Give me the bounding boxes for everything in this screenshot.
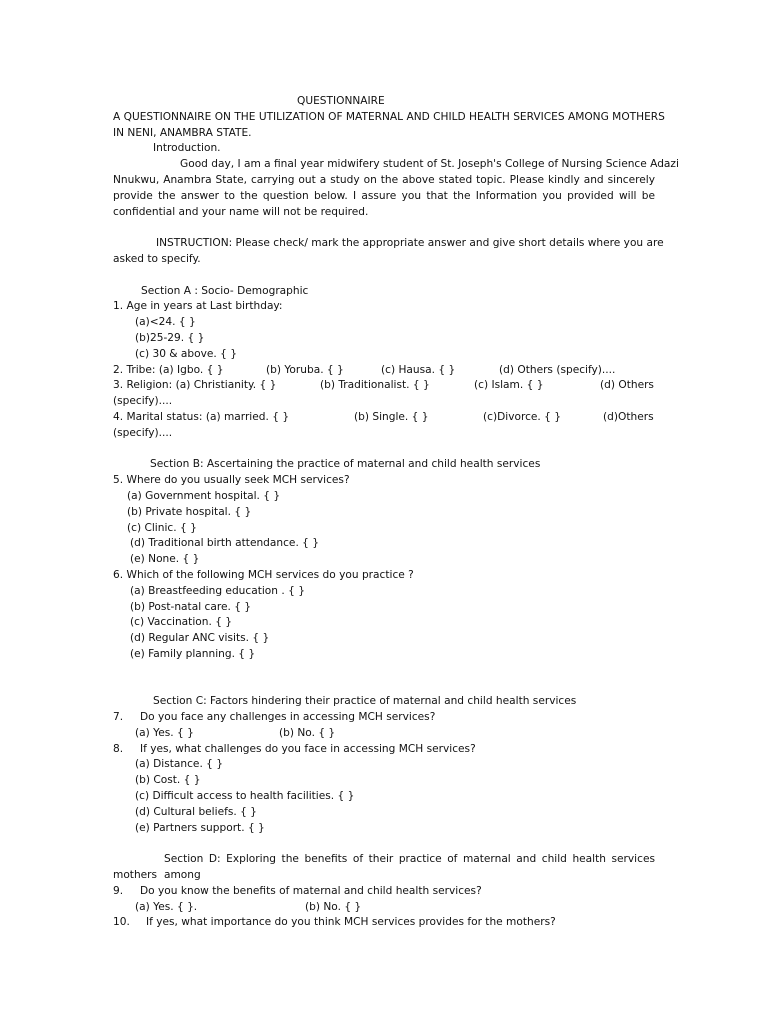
section-d-heading: Section D: Exploring the benefits of their practice of maternal and child health services among xyxy=(164,853,655,882)
question-3-option-a[interactable]: 3. Religion: (a) Christianity. { } xyxy=(113,379,277,392)
spacer xyxy=(113,663,655,695)
question-7 xyxy=(113,710,655,726)
question-1-option-c[interactable]: (c) 30 & above. { } xyxy=(135,347,238,360)
question-9-option-b[interactable]: (b) No. { } xyxy=(305,900,362,913)
question-1-option-b[interactable]: (b)25-29. { } xyxy=(135,331,205,344)
question-8 xyxy=(113,742,655,758)
question-4-option-d[interactable]: (d)Others xyxy=(603,410,654,423)
question-9-number: 9. xyxy=(113,884,124,897)
spacer xyxy=(113,268,655,284)
question-2-option-d[interactable]: (d) Others (specify).... xyxy=(499,363,616,376)
question-8-option-b[interactable]: (b) Cost. { } xyxy=(135,774,201,787)
question-3-continuation: (specify).... xyxy=(113,395,173,408)
question-3-option-b[interactable]: (b) Traditionalist. { } xyxy=(320,379,430,392)
question-10 xyxy=(113,915,655,931)
question-6-option-d[interactable]: (d) Regular ANC visits. { } xyxy=(130,632,270,645)
spacer xyxy=(113,442,655,458)
question-3-row xyxy=(113,378,655,394)
question-5-option-a[interactable]: (a) Government hospital. { } xyxy=(127,489,281,502)
question-2-option-c[interactable]: (c) Hausa. { } xyxy=(381,363,456,376)
question-9-row xyxy=(113,900,655,916)
question-8-option-d[interactable]: (d) Cultural beliefs. { } xyxy=(135,805,257,818)
introduction-line-4: confidential and your name will not be required. xyxy=(113,205,369,218)
question-6-option-e[interactable]: (e) Family planning. { } xyxy=(130,647,256,660)
section-c-heading: Section C: Factors hindering their practice of maternal and child health services xyxy=(153,695,577,708)
question-5-option-c[interactable]: (c) Clinic. { } xyxy=(127,521,197,534)
spacer xyxy=(113,220,655,236)
instruction-line-2: asked to specify. xyxy=(113,252,201,265)
question-4-row xyxy=(113,410,655,426)
question-3-option-d[interactable]: (d) Others xyxy=(600,379,654,392)
question-8-text: If yes, what challenges do you face in accessing MCH services? xyxy=(140,742,476,755)
question-8-option-e[interactable]: (e) Partners support. { } xyxy=(135,821,265,834)
section-d-heading-continuation: mothers xyxy=(113,869,158,882)
question-5: 5. Where do you usually seek MCH services? xyxy=(113,474,350,487)
question-7-option-a[interactable]: (a) Yes. { } xyxy=(135,726,194,739)
question-7-row xyxy=(113,726,655,742)
introduction-line-1: Good day, I am a final year midwifery student of St. Joseph's College of Nursing Science Adazi xyxy=(180,158,679,171)
question-7-option-b[interactable]: (b) No. { } xyxy=(279,726,336,739)
question-9 xyxy=(113,884,655,900)
question-4-option-a[interactable]: 4. Marital status: (a) married. { } xyxy=(113,410,290,423)
question-5-option-d[interactable]: (d) Traditional birth attendance. { } xyxy=(130,537,320,550)
question-6-option-a[interactable]: (a) Breastfeeding education . { } xyxy=(130,584,305,597)
question-6-option-c[interactable]: (c) Vaccination. { } xyxy=(130,616,233,629)
question-1: 1. Age in years at Last birthday: xyxy=(113,300,283,313)
introduction-line-2: Nnukwu, Anambra State, carrying out a study on the above stated topic. Please kindly and sincerely xyxy=(113,173,655,186)
question-3-option-c[interactable]: (c) Islam. { } xyxy=(474,379,544,392)
question-9-text: Do you know the benefits of maternal and child health services? xyxy=(140,884,482,897)
question-8-option-a[interactable]: (a) Distance. { } xyxy=(135,758,224,771)
section-a-heading: Section A : Socio- Demographic xyxy=(141,284,309,297)
document-subtitle-line-2: IN NENI, ANAMBRA STATE. xyxy=(113,126,252,139)
question-6-option-b[interactable]: (b) Post-natal care. { } xyxy=(130,600,252,613)
question-6: 6. Which of the following MCH services do you practice ? xyxy=(113,568,414,581)
question-8-option-c[interactable]: (c) Difficult access to health facilities. { } xyxy=(135,790,355,803)
question-1-option-a[interactable]: (a)<24. { } xyxy=(135,316,196,329)
question-10-number: 10. xyxy=(113,916,130,929)
instruction-line-1: INSTRUCTION: Please check/ mark the appropriate answer and give short details where you are xyxy=(156,237,664,250)
questionnaire-page xyxy=(113,94,679,931)
document-subtitle-line-1: A QUESTIONNAIRE ON THE UTILIZATION OF MATERNAL AND CHILD HEALTH SERVICES AMONG MOTHERS xyxy=(113,110,665,123)
document-title: QUESTIONNAIRE xyxy=(297,95,385,107)
question-2-row xyxy=(113,363,655,379)
question-7-text: Do you face any challenges in accessing MCH services? xyxy=(140,711,436,724)
question-10-text: If yes, what importance do you think MCH services provides for the mothers? xyxy=(146,916,556,929)
question-9-option-a[interactable]: (a) Yes. { }. xyxy=(135,900,198,913)
question-4-continuation: (specify).... xyxy=(113,426,173,439)
question-4-option-c[interactable]: (c)Divorce. { } xyxy=(483,410,561,423)
introduction-heading: Introduction. xyxy=(153,142,221,155)
question-7-number: 7. xyxy=(113,711,124,724)
question-5-option-e[interactable]: (e) None. { } xyxy=(130,553,200,566)
section-b-heading: Section B: Ascertaining the practice of maternal and child health services xyxy=(150,458,541,471)
question-8-number: 8. xyxy=(113,742,124,755)
spacer xyxy=(113,836,655,852)
question-5-option-b[interactable]: (b) Private hospital. { } xyxy=(127,505,252,518)
question-2-option-b[interactable]: (b) Yoruba. { } xyxy=(266,363,344,376)
introduction-line-3: provide the answer to the question below. I assure you that the Information you provided will be xyxy=(113,189,655,202)
question-2-option-a[interactable]: 2. Tribe: (a) Igbo. { } xyxy=(113,363,224,376)
question-4-option-b[interactable]: (b) Single. { } xyxy=(354,410,429,423)
